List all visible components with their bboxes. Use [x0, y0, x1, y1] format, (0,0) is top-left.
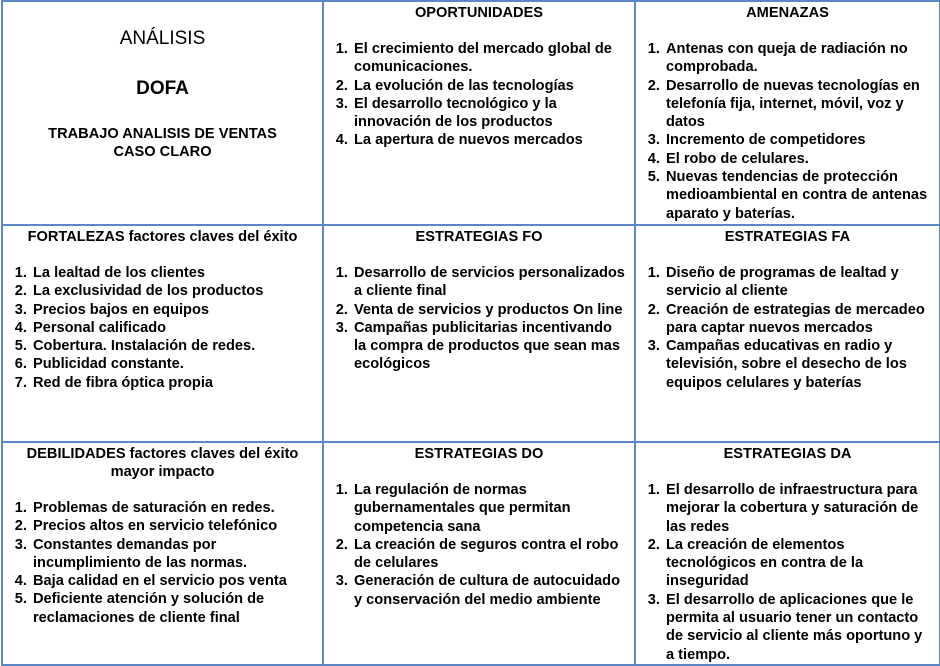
fortalezas-list — [9, 264, 316, 392]
list-item: 2. Creación de estrategias de mercadeo para captar nuevos mercados — [664, 301, 933, 338]
list-item: 1. El desarrollo de infraestructura para mejorar la cobertura y saturación de las redes — [664, 481, 933, 536]
list-item: 1. Antenas con queja de radiación no comprobada. — [664, 40, 933, 77]
list-item: 4. Personal calificado — [31, 319, 316, 337]
list-item: 1. Problemas de saturación en redes. — [31, 499, 316, 517]
list-item: 2. La exclusividad de los productos — [31, 282, 316, 300]
list-item: 2. Desarrollo de nuevas tecnologías en telefonía fija, internet, móvil, voz y datos — [664, 77, 933, 132]
estrategias-da-cell — [635, 442, 940, 665]
list-item: 6. Publicidad constante. — [31, 355, 316, 373]
oportunidades-list — [330, 40, 628, 150]
list-item: 1. Diseño de programas de lealtad y servicio al cliente — [664, 264, 933, 301]
estrategias-da-list — [642, 481, 933, 664]
analysis-line-1: TRABAJO ANALISIS DE VENTAS — [48, 126, 277, 142]
list-item: 2. La creación de elementos tecnológicos en contra de la inseguridad — [664, 536, 933, 591]
oportunidades-heading: OPORTUNIDADES — [414, 5, 544, 21]
list-item: 2. La evolución de las tecnologías — [352, 77, 628, 95]
dofa-matrix — [1, 0, 940, 666]
estrategias-fa-heading: ESTRATEGIAS FA — [724, 229, 851, 245]
estrategias-fo-cell — [323, 225, 635, 442]
list-item: 3. Campañas publicitarias incentivando la compra de productos que sean mas ecológicos — [352, 319, 628, 374]
list-item: 2. Venta de servicios y productos On line — [352, 301, 628, 319]
estrategias-do-heading: ESTRATEGIAS DO — [414, 446, 544, 462]
estrategias-fa-cell — [635, 225, 940, 442]
list-item: 3. Constantes demandas por incumplimiento de las normas. — [31, 536, 316, 573]
estrategias-do-list — [330, 481, 628, 609]
list-item: 5. Nuevas tendencias de protección medioambiental en contra de antenas aparato y baterías. — [664, 168, 933, 223]
list-item: 5. Cobertura. Instalación de redes. — [31, 337, 316, 355]
fortalezas-cell — [2, 225, 323, 442]
debilidades-heading: DEBILIDADES factores claves del éxito mayor impacto — [26, 446, 299, 480]
analysis-line-2: CASO CLARO — [113, 144, 212, 160]
list-item: 4. El robo de celulares. — [664, 150, 933, 168]
estrategias-do-cell — [323, 442, 635, 665]
debilidades-cell — [2, 442, 323, 665]
amenazas-heading: AMENAZAS — [746, 5, 829, 21]
list-item: 3. Generación de cultura de autocuidado y conservación del medio ambiente — [352, 572, 628, 609]
amenazas-cell — [635, 1, 940, 225]
list-item: 5. Deficiente atención y solución de reclamaciones de cliente final — [31, 590, 316, 627]
debilidades-list — [9, 499, 316, 627]
list-item: 3. Incremento de competidores — [664, 131, 933, 149]
estrategias-fo-heading: ESTRATEGIAS FO — [415, 229, 543, 245]
analysis-subtitle: DOFA — [136, 78, 189, 99]
estrategias-da-heading: ESTRATEGIAS DA — [723, 446, 852, 462]
list-item: 3. El desarrollo tecnológico y la innovación de los productos — [352, 95, 628, 132]
amenazas-list — [642, 40, 933, 223]
list-item: 4. Baja calidad en el servicio pos venta — [31, 572, 316, 590]
fortalezas-heading: FORTALEZAS factores claves del éxito — [27, 229, 298, 245]
list-item: 1. La lealtad de los clientes — [31, 264, 316, 282]
list-item: 4. La apertura de nuevos mercados — [352, 131, 628, 149]
estrategias-fo-list — [330, 264, 628, 374]
list-item: 7. Red de fibra óptica propia — [31, 374, 316, 392]
analysis-title: ANÁLISIS — [119, 28, 206, 49]
analysis-cell — [2, 1, 323, 225]
list-item: 2. La creación de seguros contra el robo de celulares — [352, 536, 628, 573]
list-item: 3. Precios bajos en equipos — [31, 301, 316, 319]
list-item: 3. Campañas educativas en radio y televisión, sobre el desecho de los equipos celulares y baterías — [664, 337, 933, 392]
list-item: 1. La regulación de normas gubernamentales que permitan competencia sana — [352, 481, 628, 536]
oportunidades-cell — [323, 1, 635, 225]
list-item: 2. Precios altos en servicio telefónico — [31, 517, 316, 535]
estrategias-fa-list — [642, 264, 933, 392]
list-item: 3. El desarrollo de aplicaciones que le permita al usuario tener un contacto de servicio al cliente más oportuno y a tiempo. — [664, 591, 933, 664]
list-item: 1. Desarrollo de servicios personalizados a cliente final — [352, 264, 628, 301]
list-item: 1. El crecimiento del mercado global de comunicaciones. — [352, 40, 628, 77]
